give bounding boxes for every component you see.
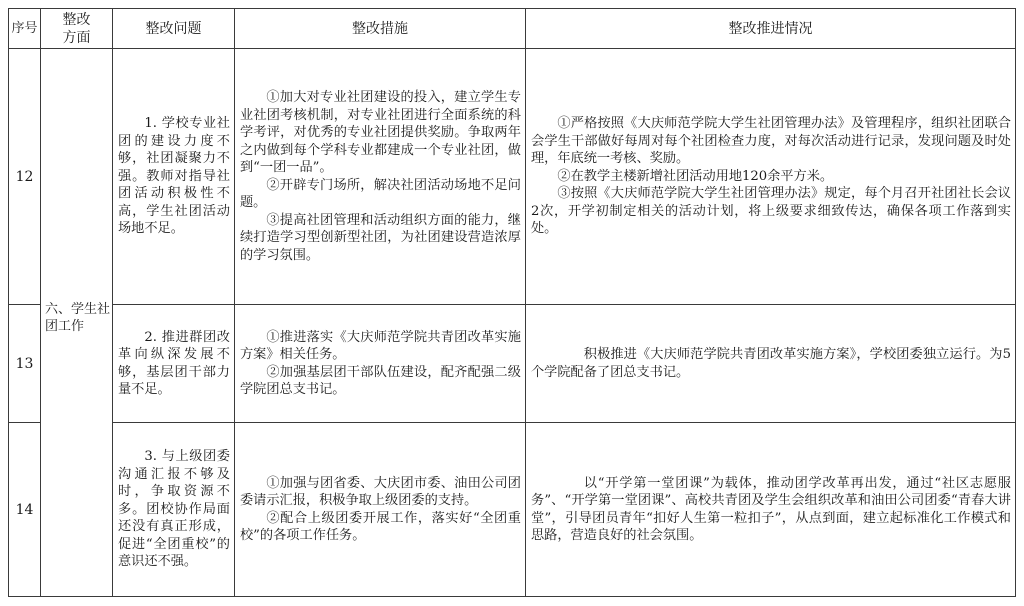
measures-cell — [235, 49, 526, 305]
table-row — [9, 49, 1016, 305]
problem-cell — [113, 305, 235, 423]
problem-cell — [113, 49, 235, 305]
measure-item: ②配合上级团委开展工作，落实好“全团重校”的各项工作任务。 — [240, 510, 521, 543]
header-aspect-line-2: 方面 — [62, 29, 91, 46]
header-problem: 整改问题 — [113, 9, 235, 49]
header-index: 序号 — [9, 9, 41, 49]
measures-cell — [235, 423, 526, 597]
table-row — [9, 423, 1016, 597]
progress-cell — [526, 305, 1016, 423]
progress-item: ②在教学主楼新增社团活动用地120余平方米。 — [557, 168, 834, 184]
rectification-table — [8, 8, 1016, 597]
measure-item: ①推进落实《大庆师范学院共青团改革实施方案》相关任务。 — [240, 329, 521, 362]
problem-cell — [113, 423, 235, 597]
problem-text: 1. 学校专业社团的建设力度不够，社团凝聚力不强。教师对指导社团活动积极性不高，学生社团活动场地不足。 — [118, 116, 230, 237]
measure-item: ①加大对专业社团建设的投入，建立学生专业社团考核机制，对专业社团进行全面系统的科学考评，对优秀的专业社团提供奖励。争取两年之内做到每个学科专业都建成一个专业社团，做到“一团一品”。 — [240, 90, 521, 175]
progress-cell — [526, 423, 1016, 597]
measures-cell — [235, 305, 526, 423]
header-progress: 整改推进情况 — [526, 9, 1016, 49]
problem-text: 3. 与上级团委沟通汇报不够及时，争取资源不多。团校协作局面还没有真正形成，促进“全团重校”的意识还不强。 — [118, 449, 230, 570]
table-row — [9, 305, 1016, 423]
progress-item: ①严格按照《大庆师范学院大学生社团管理办法》及管理程序，组织社团联合会学生干部做好每周对每个社团检查力度，对每次活动进行记录，发现问题及时处理，年底统一考核、奖励。 — [531, 116, 1011, 167]
measure-item: ②加强基层团干部队伍建设，配齐配强二级学院团总支书记。 — [240, 364, 521, 397]
measure-item: ②开辟专门场所，解决社团活动场地不足问题。 — [240, 177, 521, 210]
row-index: 14 — [9, 423, 41, 597]
progress-item: 积极推进《大庆师范学院共青团改革实施方案》，学校团委独立运行。为5个学院配备了团总支书记。 — [531, 347, 1011, 380]
header-aspect — [41, 9, 113, 49]
header-aspect-line-1: 整改 — [62, 11, 91, 28]
progress-item: 以“开学第一堂团课”为载体，推动团学改革再出发，通过“社区志愿服务”、“开学第一堂团课”、高校共青团及学生会组织改革和油田公司团委“青春大讲堂”，引导团员青年“扣好人生第一粒扣子”，从点到面，建立起标准化工作模式和思路，营造良好的社会氛围。 — [531, 475, 1011, 543]
progress-item: ③按照《大庆师范学院大学生社团管理办法》规定，每个月召开社团社长会议2次，开学初制定相关的活动计划，将上级要求细致传达，确保各项工作落到实处。 — [531, 186, 1011, 237]
row-index: 12 — [9, 49, 41, 305]
aspect-cell — [41, 49, 113, 597]
header-measures: 整改措施 — [235, 9, 526, 49]
measure-item: ①加强与团省委、大庆团市委、油田公司团委请示汇报，积极争取上级团委的支持。 — [240, 475, 521, 508]
measure-item: ③提高社团管理和活动组织方面的能力，继续打造学习型创新型社团，为社团建设营造浓厚的学习氛围。 — [240, 212, 521, 263]
progress-cell — [526, 49, 1016, 305]
problem-text: 2. 推进群团改革向纵深发展不够，基层团干部力量不足。 — [118, 329, 230, 397]
aspect-label: 六、学生社团工作 — [45, 302, 111, 334]
row-index: 13 — [9, 305, 41, 423]
header-row — [9, 9, 1016, 49]
